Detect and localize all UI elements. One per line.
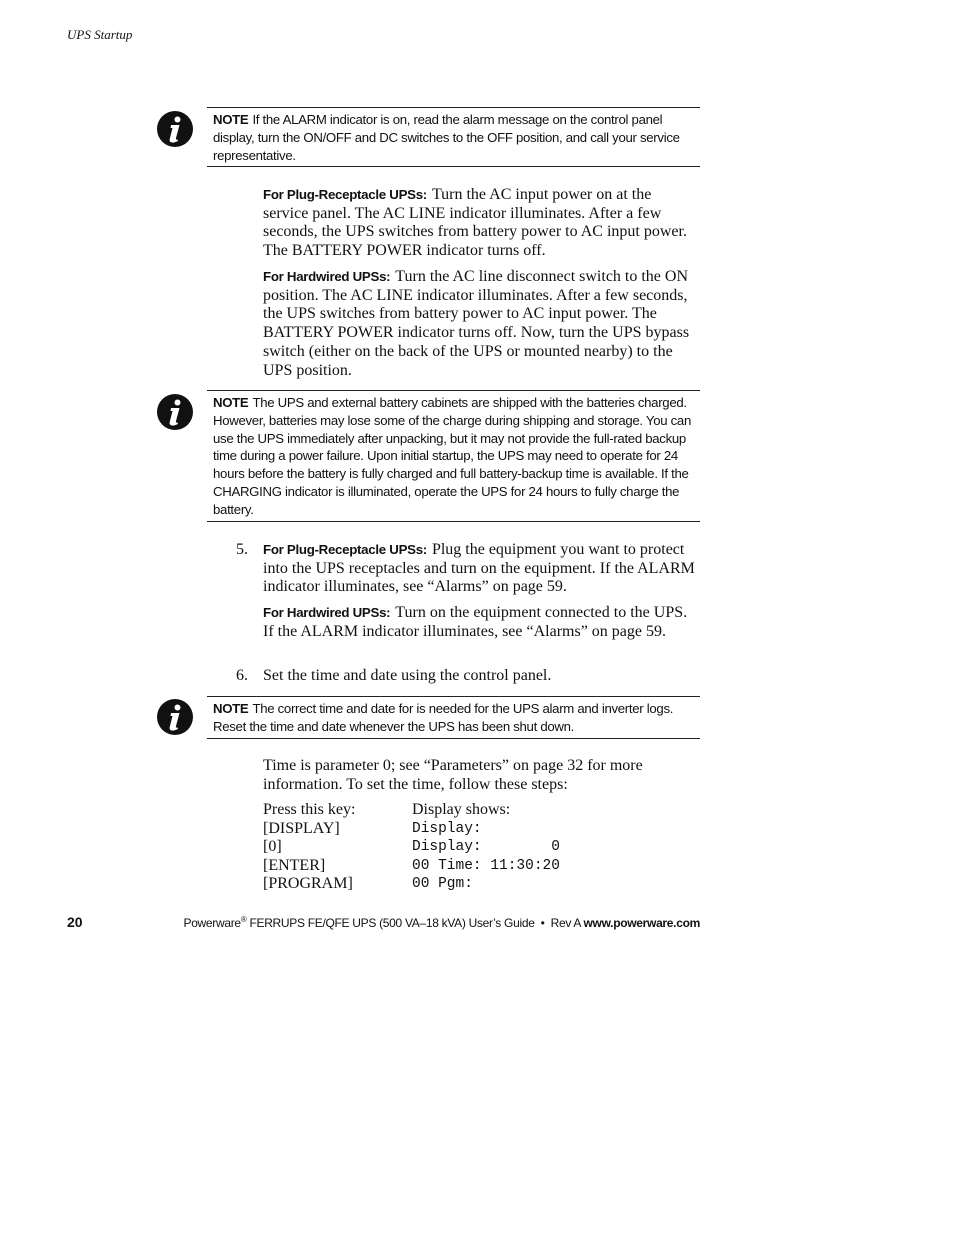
runin-heading: For Plug-Receptacle UPSs: xyxy=(263,542,427,557)
display-cell: 00 Time: 11:30:20 xyxy=(412,857,560,874)
key-cell: [ENTER] xyxy=(263,856,326,874)
footer-url: www.powerware.com xyxy=(583,916,700,930)
running-head: UPS Startup xyxy=(67,27,133,42)
paragraph-text: Turn the AC line disconnect switch to the ON position. The AC LINE indicator illuminates. After a few seconds, the UPS switches from battery power to AC input power. The BATTERY POWER indicator turns off. Now, turn the UPS bypass switch (either on the back of the UPS or mounted nearby) to the UPS position. xyxy=(263,268,690,379)
paragraph-text: Turn the AC input power on at the service panel. The AC LINE indicator illuminates. After a few seconds, the UPS switches from battery power to AC input power. The BATTERY POWER indicator turns off. xyxy=(263,186,687,260)
note-battery-charge xyxy=(207,390,700,522)
key-cell: [DISPLAY] xyxy=(263,819,340,837)
plug-receptacle-paragraph xyxy=(263,186,698,261)
hardwired-paragraph xyxy=(263,268,698,380)
key-cell: [PROGRAM] xyxy=(263,875,353,892)
info-icon xyxy=(156,110,194,148)
step-number: 6. xyxy=(236,667,248,684)
page-number: 20 xyxy=(67,914,83,930)
step6-text: Set the time and date using the control panel. xyxy=(263,667,552,684)
step-number: 5. xyxy=(236,541,248,558)
runin-heading: For Plug-Receptacle UPSs: xyxy=(263,187,427,202)
display-cell: Display: 0 xyxy=(412,839,560,855)
note-time-date xyxy=(207,696,700,739)
note-text: If the ALARM indicator is on, read the alarm message on the control panel display, turn the ON/OFF and DC switches to the OFF position, and call your service representative. xyxy=(213,112,680,163)
info-icon xyxy=(156,393,194,431)
time-intro-paragraph: Time is parameter 0; see “Parameters” on page 32 for more information. To set the time, follow these steps: xyxy=(263,757,643,793)
footer-guide-title: FERRUPS FE/QFE UPS (500 VA–18 kVA) User’s Guide • Rev A xyxy=(246,916,584,930)
runin-heading: For Hardwired UPSs: xyxy=(263,269,391,284)
footer-title xyxy=(183,915,700,930)
step5-plug-paragraph xyxy=(263,541,698,597)
note-label: NOTE xyxy=(213,112,249,127)
footer-brand: Powerware xyxy=(183,916,241,930)
runin-heading: For Hardwired UPSs: xyxy=(263,605,391,620)
paragraph-text: Turn on the equipment connected to the UPS. If the ALARM indicator illuminates, see “Alarms” on page 59. xyxy=(263,604,688,640)
note-alarm xyxy=(207,107,700,167)
display-cell: 00 Pgm: xyxy=(412,876,473,892)
paragraph-text: Plug the equipment you want to protect into the UPS receptacles and turn on the equipment. If the ALARM indicator illuminates, see “Alarms” on page 59. xyxy=(263,541,695,596)
key-cell: [0] xyxy=(263,838,282,855)
step5-hardwired-paragraph xyxy=(263,604,698,641)
column-header: Display shows: xyxy=(412,801,511,818)
note-text: The correct time and date for is needed for the UPS alarm and inverter logs. Reset the time and date whenever the UPS has been shut down. xyxy=(213,701,674,734)
column-header: Press this key: xyxy=(263,801,356,818)
note-label: NOTE xyxy=(213,701,249,716)
registered-mark: ® xyxy=(240,915,247,924)
display-cell: Display: xyxy=(412,820,482,837)
note-text: The UPS and external battery cabinets are shipped with the batteries charged. However, batteries may lose some of the charge during shipping and storage. You can use the UPS immediately after unpacking, but it may not provide the full-rated backup time during a power failure. Upon initial startup, the UPS may need to operate for 24 hours before the battery is fully charged and full battery-backup time is available. If the CHARGING indicator is illuminated, operate the UPS for 24 hours to fully charge the battery. xyxy=(213,395,692,517)
note-label: NOTE xyxy=(213,395,249,410)
info-icon xyxy=(156,698,194,736)
